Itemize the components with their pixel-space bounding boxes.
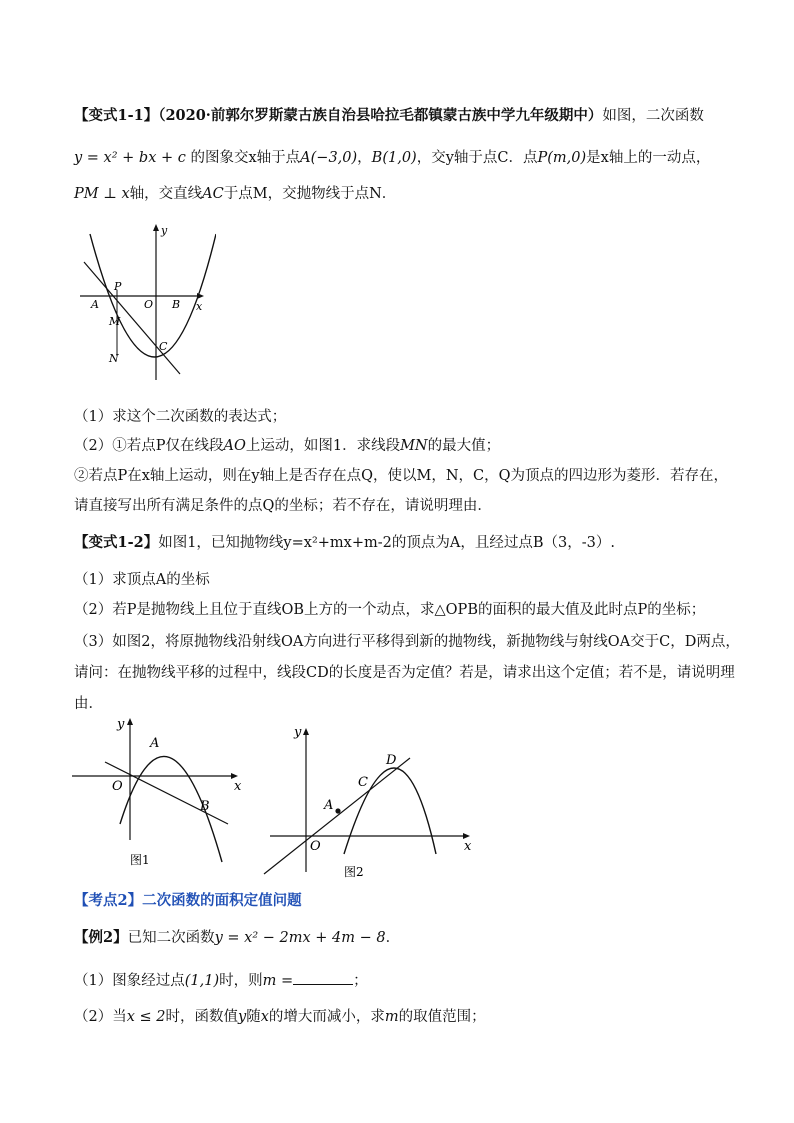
- v12-q3b: 请问：在抛物线平移的过程中，线段CD的长度是否为定值？若是，请求出这个定值；若不是，请说明理: [74, 665, 735, 681]
- v12f2-label-x: x: [464, 839, 472, 854]
- v12f2-y-arrow: [303, 728, 309, 735]
- ex2-q2: [74, 1007, 734, 1027]
- v11-q2-c: 的最大值；: [427, 438, 501, 454]
- v11-q2-ao: AO: [223, 438, 246, 454]
- v11-point-a: A(−3,0): [300, 150, 358, 166]
- ex2-q1: [74, 970, 734, 991]
- v11-label-a: A: [91, 298, 99, 311]
- ex2-tag: 【例2】: [74, 929, 128, 946]
- v12f1-label-a: A: [150, 736, 160, 751]
- ex2-q1-b: 时，则: [219, 973, 263, 989]
- v12f1-label-b: B: [200, 799, 210, 814]
- v12f2-label-c: C: [358, 775, 368, 790]
- v12f1-label-o: O: [112, 779, 123, 794]
- v12f1-label-y: y: [117, 717, 125, 732]
- ex2-q2-cond: x ≤ 2: [126, 1009, 166, 1025]
- v11-line1: [74, 106, 734, 126]
- v11-text-c: 是x轴上的一动点，: [586, 150, 711, 166]
- ex2-text-b: ．: [385, 930, 401, 946]
- v11-point-b: B(1,0): [371, 150, 417, 166]
- v11-text-d: 轴，交直线: [129, 186, 203, 202]
- ex2-q2-a: （2）当: [74, 1009, 127, 1025]
- ex2-q2-y: y: [238, 1009, 247, 1025]
- ex2-q2-x: x: [260, 1009, 269, 1025]
- v11-figure: [76, 220, 216, 390]
- v12f1-label-x: x: [234, 779, 242, 794]
- v12f2-ray-oa: [264, 758, 410, 874]
- v11-q4: 请直接写出所有满足条件的点Q的坐标；若不存在，请说明理由．: [74, 498, 492, 514]
- v12-q2: （2）若P是抛物线上且位于直线OB上方的一个动点，求△OPB的面积的最大值及此时点P的坐标；: [74, 602, 706, 618]
- ex2-text-a: 已知二次函数: [127, 930, 215, 946]
- ex2-line1: [74, 928, 734, 948]
- v12-text: 如图1，已知抛物线y=x²+mx+m-2的顶点为A，且经过点B（3，-3）.: [158, 535, 615, 551]
- v11-q2-a: （2）①若点P仅在线段: [74, 438, 224, 454]
- v12f1-y-arrow: [127, 718, 133, 725]
- v12-figure-1: [70, 712, 260, 872]
- ex2-q1-c: ；: [353, 973, 368, 989]
- v12f2-point-a: [335, 808, 340, 813]
- v11-q1: （1）求这个二次函数的表达式；: [74, 409, 287, 425]
- ex2-q2-c: 随: [246, 1009, 261, 1025]
- v12f1-caption: 图1: [130, 853, 150, 867]
- v12-line1: [74, 533, 734, 553]
- ex2-q2-e: 的取值范围；: [398, 1009, 486, 1025]
- v11-source: （2020·前郭尔罗斯蒙古族自治县哈拉毛都镇蒙古族中学九年级期中）: [158, 107, 603, 124]
- v12-q3a: （3）如图2，将原抛物线沿射线OA方向进行平移得到新的抛物线，新抛物线与射线OA交于C，D两点，: [74, 634, 740, 650]
- v11-sep: ，: [357, 150, 372, 166]
- v11-q2-b: 上运动，如图1．求线段: [245, 438, 401, 454]
- ex2-expr: y = x² − 2mx + 4m − 8: [214, 930, 386, 946]
- ex2-q2-b: 时，函数值: [165, 1009, 239, 1025]
- ex2-q1-point: (1,1): [184, 973, 220, 989]
- v11-text-b: ，交y轴于点C．点: [416, 150, 538, 166]
- v11-ac: AC: [202, 186, 224, 202]
- kd2-title: 【考点2】二次函数的面积定值问题: [74, 892, 302, 909]
- v11-tag: 【变式1-1】: [74, 107, 159, 124]
- v11-q2-mn: MN: [400, 438, 428, 454]
- ex2-q2-m: m: [384, 1009, 399, 1025]
- v11-label-m: M: [109, 315, 121, 328]
- v12f2-caption: 图2: [344, 865, 364, 879]
- v11-y-arrow: [153, 224, 159, 231]
- v12-figure-2: [260, 722, 480, 882]
- v12f2-label-y: y: [294, 725, 302, 740]
- v11-text-a: 的图象交x轴于点: [190, 150, 301, 166]
- v11-label-o: O: [144, 298, 154, 311]
- v11-text-e: 于点M，交抛物线于点N．: [223, 186, 397, 202]
- ex2-q1-m: m =: [262, 973, 294, 989]
- v11-q2: [74, 436, 734, 456]
- v11-label-c: C: [159, 340, 168, 353]
- v11-label-b: B: [172, 298, 181, 311]
- v12-q1: （1）求顶点A的坐标: [74, 572, 210, 588]
- ex2-q2-d: 的增大而减小，求: [268, 1009, 385, 1025]
- ex2-q1-a: （1）图象经过点: [74, 973, 185, 989]
- v12f2-label-o: O: [310, 839, 321, 854]
- v11-line-ac: [84, 262, 180, 374]
- v12f2-label-a: A: [324, 798, 334, 813]
- v11-line2: [74, 148, 734, 168]
- v11-label-x: x: [196, 300, 203, 313]
- v12f2-label-d: D: [386, 753, 397, 768]
- v11-label-y: y: [161, 224, 168, 237]
- v11-intro: 如图，二次函数: [602, 108, 704, 124]
- v12-q3c: 由．: [74, 696, 103, 712]
- v11-point-p: P(m,0): [537, 150, 587, 166]
- v11-label-p: P: [114, 280, 122, 293]
- v11-pm: PM ⊥ x: [74, 186, 130, 202]
- v11-line3: [74, 184, 734, 204]
- ex2-answer-blank: [293, 970, 353, 985]
- v11-expr: y = x² + bx + c: [74, 150, 186, 166]
- v11-q3: ②若点P在x轴上运动，则在y轴上是否存在点Q，使以M，N，C，Q为顶点的四边形为菱形．若存在，: [74, 468, 729, 484]
- v11-label-n: N: [109, 352, 119, 365]
- v12-tag: 【变式1-2】: [74, 534, 159, 551]
